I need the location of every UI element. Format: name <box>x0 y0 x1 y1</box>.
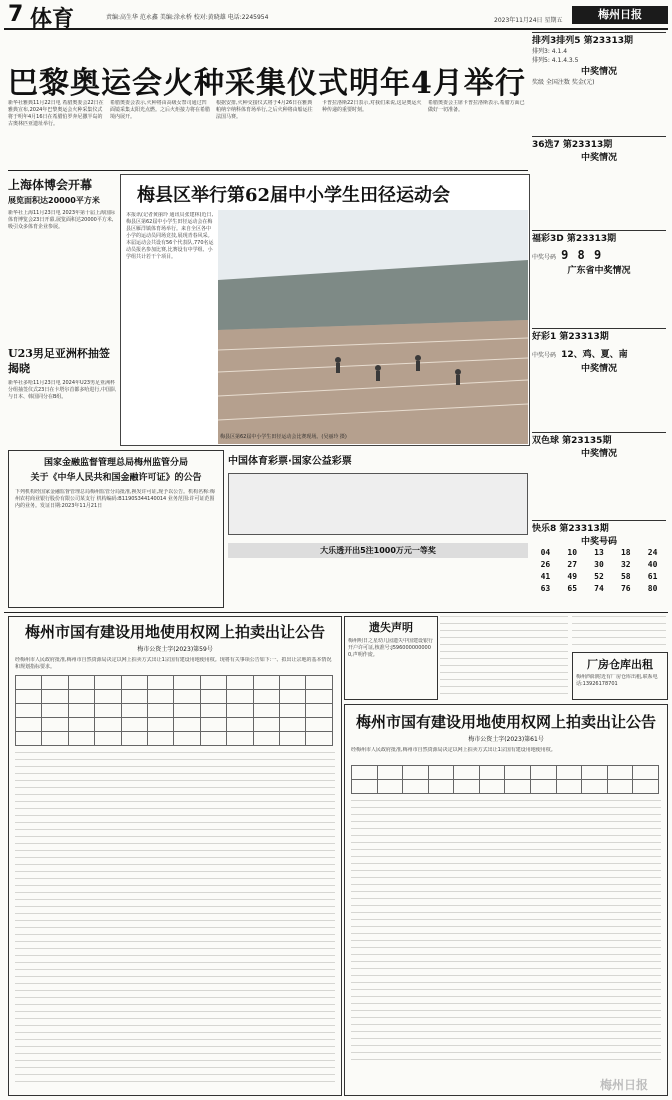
notice-body: 下列机构经国家金融监督管理总局梅州监管分局批准,换发许可证,现予以公告。机构名称:梅州农村商业银行股份有限公司某支行 机构编码:B1190S344140014 业务范围:许可证范围内的业务。发证日期:2023年11月21日 <box>15 489 215 509</box>
rental-ad-title: 厂房仓库出租 <box>587 658 653 671</box>
fc3d-block <box>532 230 666 329</box>
misc-notice-2 <box>572 616 666 646</box>
lead-body-col5: 希腊奥委会主席卡普拉洛斯表示,希腊方面已做好一切准备。 <box>428 100 525 113</box>
lottery-column <box>228 450 528 606</box>
lost-notice-body: 梅州明日之星幼儿园遗失中国建设银行开户许可证,核准号:J5960000000000,声明作废。 <box>348 638 434 658</box>
auction-left-intro: 经梅州市人民政府批准,梅州市自然资源局决定以网上拍卖方式出让1宗国有建设用地使用权。现将有关事项公告如下:一、拟出让宗地的基本情况和规划指标要求。 <box>15 657 332 670</box>
page-number: 7 <box>8 2 24 27</box>
lead-headline: 巴黎奥运会火种采集仪式明年4月举行 <box>8 66 526 101</box>
kl8-number: 41 <box>540 572 551 581</box>
auction-right-docno: 梅市公资土字(2023)第61号 <box>468 736 544 743</box>
feature-title: 梅县区举行第62届中小学生田径运动会 <box>137 185 451 206</box>
kl8-number: 18 <box>620 548 631 557</box>
lottery-sidebar <box>532 32 666 606</box>
feature-body: 本报讯(记者黄丽玲 通讯员张建林)近日,梅县区第62届中小学生田径运动会在梅县区雁洋镇体育场举行。来自全区各中小学的运动员同场竞技,展现青春风采。本届运动会共设有56个代表队,770名运动员报名参加比赛,比赛设有中学组、小学组共计若干个项目。 <box>126 212 214 260</box>
expo-body: 新华社上海11月23日电 2023年第十届上海国际体育博览会23日开幕,展览面积达20000平方米,吸引众多体育企业参展。 <box>8 210 116 230</box>
pl3-line1: 排列3: 4.1.4 <box>532 48 568 55</box>
lead-body-col1: 新华社雅典11月22日电 希腊奥委会22日在雅典宣布,2024年巴黎奥运会火种采集仪式将于明年4月16日在希腊伯罗奔尼撒半岛的古奥林匹亚遗址举行。 <box>8 100 104 127</box>
ssq-block <box>532 432 666 521</box>
fc3d-title: 福彩3D 第23313期 <box>532 234 617 244</box>
notice-title-1: 国家金融监督管理总局梅州监管分局 <box>43 458 188 468</box>
qx-title: 36选7 第23313期 <box>532 140 613 150</box>
fc3d-label: 中奖号码 <box>532 254 557 261</box>
u23-story <box>8 346 116 460</box>
qx-block <box>532 136 666 231</box>
hc1-label: 中奖号码 <box>532 352 557 359</box>
hc1-title: 好彩1 第23313期 <box>532 332 609 342</box>
auction-right-intro: 经梅州市人民政府批准,梅州市自然资源局决定以网上拍卖方式出让1宗国有建设用地使用权。 <box>351 747 556 753</box>
kl8-number: 76 <box>620 584 631 593</box>
kl8-number: 52 <box>594 572 604 581</box>
pl3-cols: 奖级 全国注数 奖金(元) <box>532 79 595 86</box>
kl8-number: 13 <box>594 548 604 557</box>
expo-subtitle: 展览面积达20000平方米 <box>8 196 100 205</box>
notice-title-2: 关于《中华人民共和国金融许可证》的公告 <box>30 473 202 483</box>
track-photo <box>218 210 528 444</box>
rental-ad-body: 梅州西阳附近有厂房仓库出租,联系电话:13926178701 <box>576 674 658 687</box>
auction-notice-right <box>344 704 668 1096</box>
lottery-bar: 大乐透开出5注1000万元一等奖 <box>228 543 528 558</box>
editor-credits: 责编:高生华 范永鑫 美编:涂永桥 校对:黄晓雄 电话:2245954 <box>106 14 269 21</box>
kl8-number: 24 <box>647 548 658 557</box>
watermark: 梅州日报 <box>600 1078 649 1092</box>
lead-body-col4: 卡普拉洛斯22日表示,对我们来说,这是奥运火种传递的重要时刻。 <box>322 100 422 113</box>
lead-body-col2: 希腊奥委会表示,火种将由高级女祭司通过凹面镜采集太阳光点燃。之后火炬接力将在希腊境内展开。 <box>110 100 210 120</box>
qx-subtitle: 中奖情况 <box>580 153 617 163</box>
kl8-number: 74 <box>594 584 604 593</box>
kl8-number: 27 <box>567 560 578 569</box>
kl8-number: 49 <box>567 572 578 581</box>
auction-notice-left <box>8 616 342 1096</box>
kl8-number: 30 <box>594 560 604 569</box>
misc-notice <box>440 616 568 698</box>
kl8-number: 10 <box>567 548 578 557</box>
kl8-number: 58 <box>620 572 631 581</box>
kl8-number: 63 <box>540 584 551 593</box>
fc3d-digits: 9 8 9 <box>561 248 603 262</box>
section-name: 体育 <box>30 7 75 32</box>
lead-body-col3: 根据安排,火种交接仪式将于4月26日在雅典帕纳辛纳科体育场举行,之后火种将由船运往法国马赛。 <box>216 100 313 120</box>
auction-right-title: 梅州市国有建设用地使用权网上拍卖出让公告 <box>355 713 656 731</box>
u23-body: 新华社多哈11月23日电 2024年U23男足亚洲杯分组抽签仪式23日在卡塔尔首都多哈进行,中国队与日本、韩国同分在B组。 <box>8 380 116 400</box>
kl8-number: 04 <box>540 548 551 557</box>
kl8-title: 快乐8 第23313期 <box>532 524 609 534</box>
lottery-column-title: 中国体育彩票·国家公益彩票 <box>228 456 352 467</box>
kl8-number-grid <box>532 547 666 595</box>
hc1-subtitle: 中奖情况 <box>580 364 617 374</box>
ssq-subtitle: 中奖情况 <box>580 449 617 459</box>
lost-notice-title: 遗失声明 <box>369 621 413 634</box>
kl8-number: 65 <box>567 584 578 593</box>
stadium-illustration <box>218 210 528 444</box>
pl3-block <box>532 32 666 137</box>
auction-right-table <box>351 765 659 794</box>
hc1-block <box>532 328 666 433</box>
kl8-number: 32 <box>620 560 631 569</box>
pl3-subtitle: 中奖情况 <box>580 67 617 77</box>
expo-story <box>8 176 116 340</box>
auction-left-table <box>15 675 333 746</box>
kl8-number: 61 <box>647 572 658 581</box>
fc3d-subtitle: 广东省中奖情况 <box>567 266 631 276</box>
issue-date: 2023年11月24日 星期五 <box>494 17 563 24</box>
auction-left-title: 梅州市国有建设用地使用权网上拍卖出让公告 <box>24 623 325 641</box>
masthead <box>4 2 668 30</box>
u23-title: U23男足亚洲杯抽签揭晓 <box>8 347 110 375</box>
license-notice <box>8 450 224 608</box>
hc1-value: 12、鸡、夏、南 <box>561 350 628 360</box>
kl8-label: 中奖号码 <box>580 537 617 547</box>
kl8-number: 26 <box>540 560 551 569</box>
auction-left-docno: 梅市公资土字(2023)第59号 <box>137 646 213 653</box>
paper-logo: 梅州日报 <box>572 6 668 24</box>
kl8-block <box>532 520 666 607</box>
lost-notice <box>344 616 438 700</box>
ssq-title: 双色球 第23135期 <box>532 436 612 446</box>
pl3-line2: 排列5: 4.1.4.3.5 <box>532 57 579 64</box>
kl8-number: 40 <box>647 560 658 569</box>
photo-caption: 梅县区第62届中小学生田径运动会比赛现场。(吴丽玲 摄) <box>220 434 347 440</box>
rental-ad <box>572 652 668 700</box>
pl3-title: 排列3排列5 第23313期 <box>532 36 633 46</box>
expo-title: 上海体博会开幕 <box>8 178 93 192</box>
kl8-number: 80 <box>647 584 658 593</box>
